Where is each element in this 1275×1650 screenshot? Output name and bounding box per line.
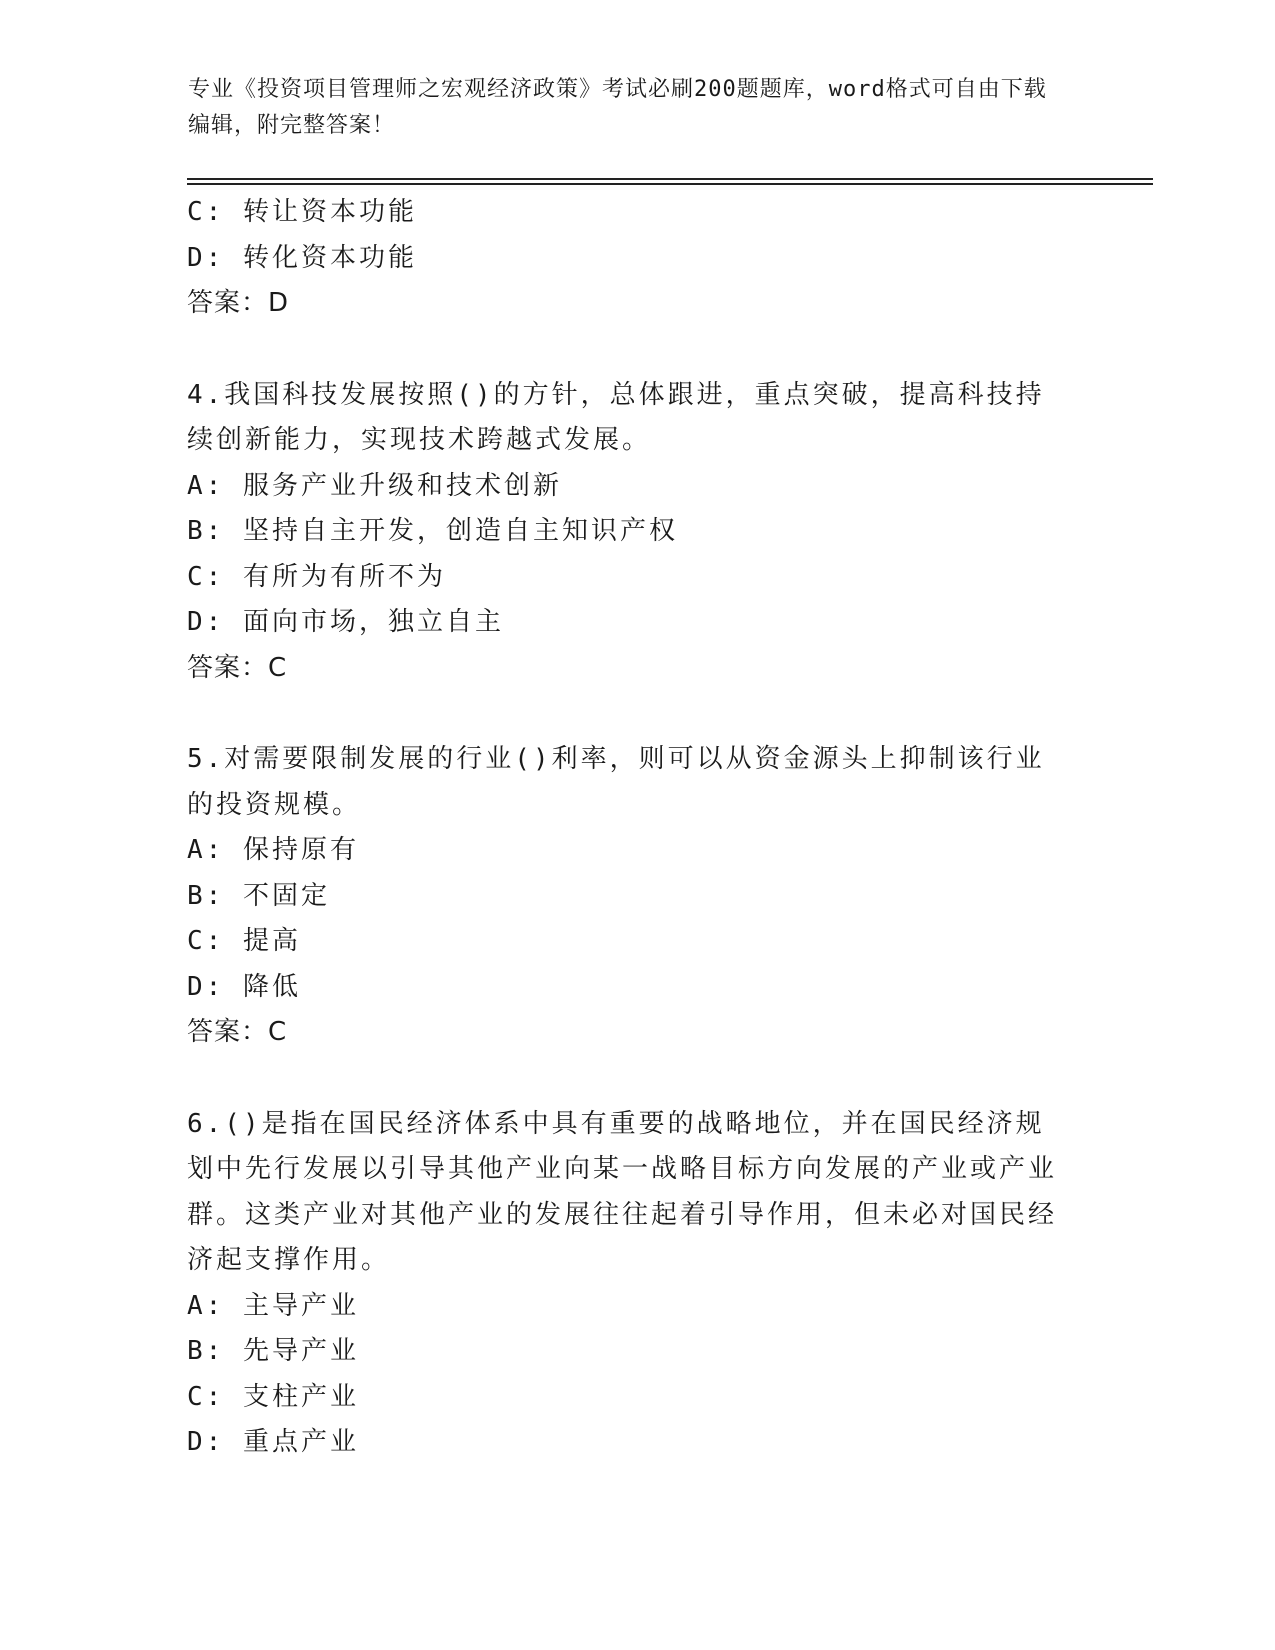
- option-d: D: 重点产业: [187, 1427, 359, 1457]
- question-5: [187, 737, 1067, 1056]
- option-d: D: 降低: [187, 971, 301, 1002]
- option-b: B: 坚持自主开发，创造自主知识产权: [187, 516, 678, 546]
- option-d: D: 转化资本功能: [187, 242, 417, 273]
- header-rule-bottom: [187, 183, 1153, 185]
- spacer: [187, 1056, 1067, 1102]
- option-a: A: 服务产业升级和技术创新: [187, 470, 562, 501]
- option-c: C: 提高: [187, 926, 301, 956]
- question-stem: 5.对需要限制发展的行业()利率，则可以从资金源头上抑制该行业的投资规模。: [187, 744, 1045, 820]
- spacer: [187, 691, 1067, 737]
- answer: 答案：D: [187, 288, 290, 318]
- option-c: C: 支柱产业: [187, 1381, 359, 1412]
- question-stem: 4.我国科技发展按照()的方针，总体跟进，重点突破，提高科技持续创新能力，实现技术跨越式发展。: [187, 379, 1045, 455]
- question-4: [187, 373, 1067, 692]
- answer: 答案：C: [187, 1017, 288, 1047]
- option-a: A: 保持原有: [187, 835, 359, 865]
- option-c: C: 转让资本功能: [187, 197, 417, 227]
- option-b: B: 不固定: [187, 880, 330, 911]
- document-header: 专业《投资项目管理师之宏观经济政策》考试必刷200题题库，word格式可自由下载编辑，附完整答案！: [188, 77, 1047, 138]
- spacer: [187, 327, 1067, 373]
- option-a: A: 主导产业: [187, 1290, 359, 1321]
- option-d: D: 面向市场，独立自主: [187, 607, 504, 637]
- header-rule-top: [187, 178, 1153, 180]
- question-stem: 6.()是指在国民经济体系中具有重要的战略地位，并在国民经济规划中先行发展以引导其他产业向某一战略目标方向发展的产业或产业群。这类产业对其他产业的发展往往起着引导作用，但未必对国民经济起支撑作用。: [187, 1108, 1058, 1275]
- question-3-continued: [187, 190, 1067, 327]
- option-c: C: 有所为有所不为: [187, 561, 446, 592]
- question-list: [187, 190, 1067, 1466]
- option-b: B: 先导产业: [187, 1336, 359, 1366]
- question-6: [187, 1102, 1067, 1466]
- answer: 答案：C: [187, 652, 288, 683]
